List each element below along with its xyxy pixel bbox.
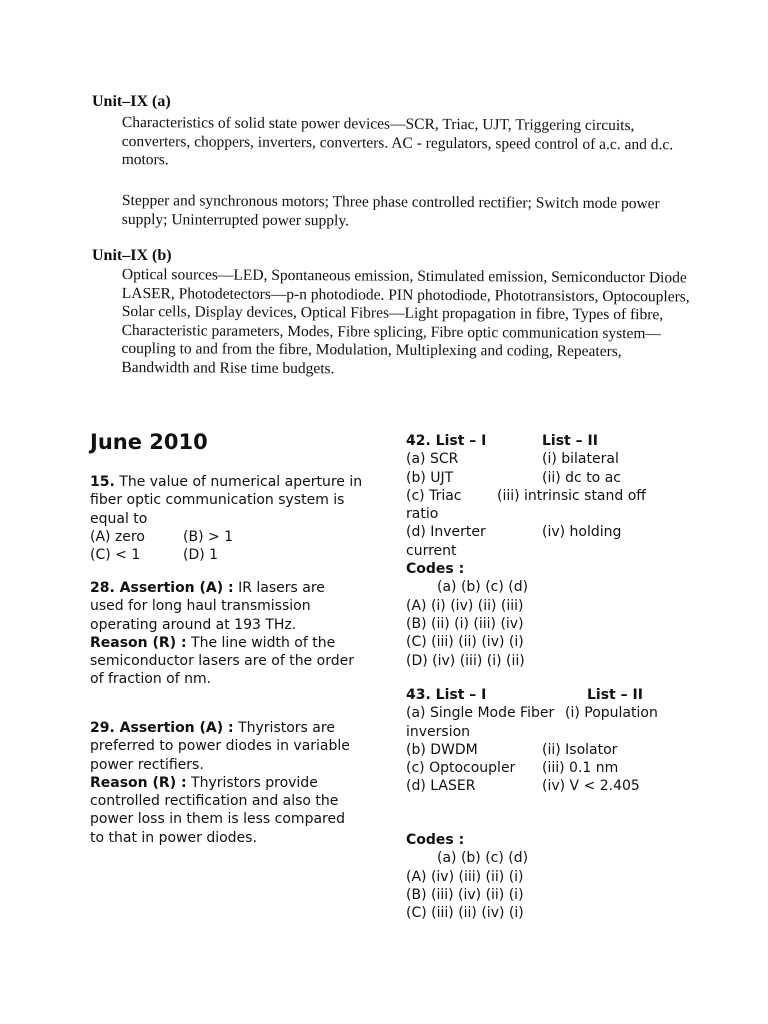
q42-row-c-cont bbox=[406, 505, 706, 523]
q43-codes-label: Codes : bbox=[406, 832, 465, 848]
q43-code-a-text: (A) (iv) (iii) (ii) (i) bbox=[406, 868, 524, 885]
q42-code-a bbox=[406, 597, 706, 615]
question-15 bbox=[90, 473, 365, 564]
q42-code-b-text: (B) (ii) (i) (iii) (iv) bbox=[406, 615, 524, 632]
exam-heading: June 2010 bbox=[90, 430, 208, 454]
q15-options-row-2 bbox=[90, 546, 365, 564]
q28-reason-label: Reason (R) : bbox=[90, 634, 187, 651]
q43-b-left: (b) DWDM bbox=[406, 741, 478, 758]
q29-assertion-text: Thyristors are preferred to power diodes in variable power rectifiers. bbox=[90, 720, 350, 773]
q42-code-b bbox=[406, 615, 706, 633]
q42-codes-label: Codes : bbox=[406, 561, 465, 578]
q43-list-i: 43. List – I bbox=[406, 687, 487, 703]
q42-codes-header-row bbox=[406, 578, 706, 596]
q28-assertion-label: 28. Assertion (A) : bbox=[90, 580, 234, 596]
q28-reason-text: The line width of the semiconductor lasers are of the order of fraction of nm. bbox=[90, 634, 354, 688]
q43-row-d bbox=[406, 777, 706, 795]
unit-ix-a-paragraph-1: Characteristics of solid state power devices—SCR, Triac, UJT, Triggering circuits, converters, choppers, inverters, converters. AC - regulators, speed control of a.c. and d.c. motors. bbox=[121, 114, 674, 169]
q42-row-a bbox=[406, 450, 706, 468]
q42-row-b bbox=[406, 469, 706, 487]
q42-list-ii: List – II bbox=[542, 433, 598, 449]
q43-a-left: (a) Single Mode Fiber bbox=[406, 705, 555, 722]
q42-c-right: (iii) intrinsic stand off bbox=[497, 487, 646, 504]
q43-list-ii: List – II bbox=[587, 687, 643, 703]
question-29 bbox=[90, 719, 362, 847]
q42-c-left: (c) Triac bbox=[406, 487, 462, 504]
q43-code-b bbox=[406, 886, 706, 904]
q43-codes-header: (a) (b) (c) (d) bbox=[437, 850, 529, 867]
q42-code-d bbox=[406, 652, 706, 670]
q42-code-c bbox=[406, 633, 706, 651]
q42-a-right: (i) bilateral bbox=[542, 451, 619, 468]
q42-b-left: (b) UJT bbox=[406, 469, 454, 486]
q43-row-c bbox=[406, 759, 706, 777]
q43-code-c-text: (C) (iii) (ii) (iv) (i) bbox=[406, 905, 524, 922]
q15-option-a: (A) zero bbox=[90, 528, 145, 545]
q43-b-right: (ii) Isolator bbox=[542, 741, 618, 758]
q42-code-a-text: (A) (i) (iv) (ii) (iii) bbox=[406, 597, 524, 614]
q43-row-b bbox=[406, 741, 706, 759]
q43-code-a bbox=[406, 868, 706, 886]
q43-list-headers bbox=[406, 686, 706, 704]
q42-codes-header: (a) (b) (c) (d) bbox=[437, 579, 529, 596]
q29-reason-label: Reason (R) : bbox=[90, 774, 187, 791]
q15-number: 15. bbox=[90, 474, 115, 490]
q43-row-a bbox=[406, 704, 706, 722]
q42-row-c bbox=[406, 487, 706, 505]
q28-assertion-text: IR lasers are used for long haul transmission operating around at 193 THz. bbox=[90, 580, 325, 633]
q15-option-d: (D) 1 bbox=[183, 547, 219, 564]
q42-code-d-text: (D) (iv) (iii) (i) (ii) bbox=[406, 652, 525, 669]
q43-codes-label-row bbox=[406, 831, 706, 849]
q42-row-d-cont bbox=[406, 542, 706, 560]
q43-c-right: (iii) 0.1 nm bbox=[542, 760, 619, 777]
q42-b-right: (ii) dc to ac bbox=[542, 469, 621, 486]
q43-codes-header-row bbox=[406, 849, 706, 867]
q43-code-c bbox=[406, 904, 706, 922]
q43-a-continuation: inversion bbox=[406, 723, 471, 740]
question-42 bbox=[406, 432, 706, 670]
unit-ix-b-paragraph: Optical sources—LED, Spontaneous emission, Stimulated emission, Semiconductor Diode LASER, Photodetectors—p-n photodiode. PIN photodiode, Phototransistors, Optocouplers, Solar cells, Display devices, Optical Fibres—Light propagation in fibre, Types of fibre, Characteristic parameters, Modes, Fibre splicing, Fibre optic communication system—coupling to and from the fibre, Modulation, Multiplexing and coding, Repeaters, Bandwidth and Rise time budgets. bbox=[121, 266, 690, 377]
q43-row-a-cont bbox=[406, 723, 706, 741]
unit-ix-a-paragraph-2: Stepper and synchronous motors; Three phase controlled rectifier; Switch mode power supply; Uninterrupted power supply. bbox=[121, 192, 660, 229]
q15-options-row-1 bbox=[90, 528, 365, 546]
q43-d-left: (d) LASER bbox=[406, 778, 476, 795]
q42-d-left: (d) Inverter bbox=[406, 524, 486, 541]
question-28 bbox=[90, 579, 362, 689]
q15-option-b: (B) > 1 bbox=[183, 528, 234, 545]
q43-d-right: (iv) V < 2.405 bbox=[542, 778, 640, 795]
q42-list-headers bbox=[406, 432, 706, 450]
q42-codes-label-row bbox=[406, 560, 706, 578]
q42-row-d bbox=[406, 523, 706, 541]
q42-d-continuation: current bbox=[406, 542, 457, 559]
unit-ix-b-title: Unit–IX (b) bbox=[92, 247, 172, 264]
q42-code-c-text: (C) (iii) (ii) (iv) (i) bbox=[406, 634, 524, 651]
unit-ix-a-title: Unit–IX (a) bbox=[92, 93, 171, 110]
q42-d-right: (iv) holding bbox=[542, 524, 622, 541]
q29-assertion-label: 29. Assertion (A) : bbox=[90, 720, 234, 736]
q42-c-continuation: ratio bbox=[406, 506, 439, 523]
q43-a-right: (i) Population bbox=[565, 705, 658, 722]
q43-c-left: (c) Optocoupler bbox=[406, 760, 516, 777]
q42-list-i: 42. List – I bbox=[406, 433, 487, 449]
q43-codes bbox=[406, 831, 706, 922]
q43-code-b-text: (B) (iii) (iv) (ii) (i) bbox=[406, 886, 524, 903]
q29-reason-text: Thyristors provide controlled rectification and also the power loss in them is less compared to that in power diodes. bbox=[90, 774, 345, 846]
q15-text: The value of numerical aperture in fiber optic communication system is equal to bbox=[90, 474, 363, 527]
q42-a-left: (a) SCR bbox=[406, 451, 459, 468]
q15-option-c: (C) < 1 bbox=[90, 547, 141, 564]
question-43 bbox=[406, 686, 706, 796]
